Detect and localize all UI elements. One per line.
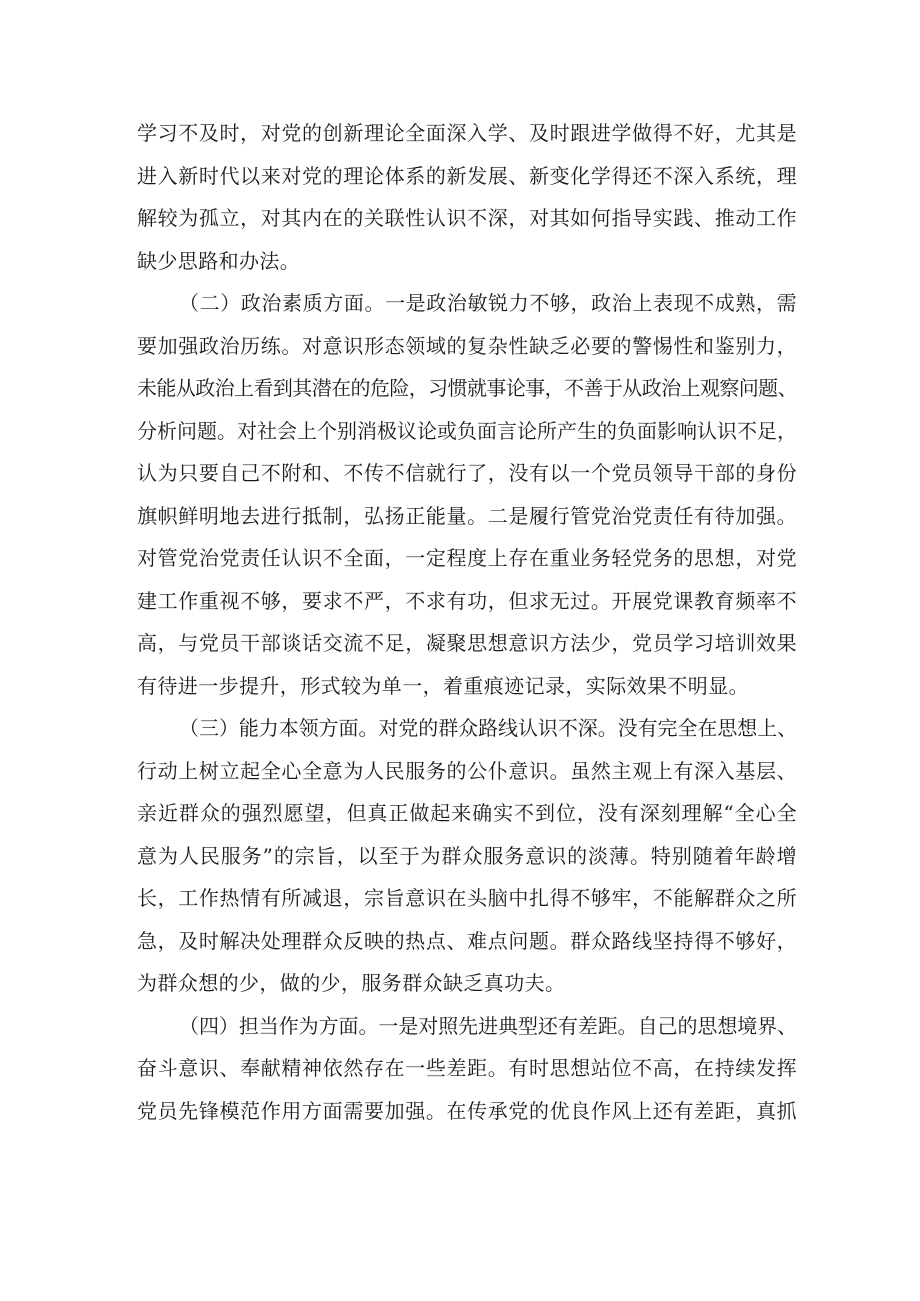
text-line: 亲近群众的强烈愿望，但真正做起来确实不到位，没有深刻理解“全心全 (137, 801, 797, 825)
text-line: 未能从政治上看到其潜在的危险，习惯就事论事，不善于从政治上观察问题、 (137, 376, 797, 400)
text-line: 意为人民服务”的宗旨，以至于为群众服务意识的淡薄。特别随着年龄增 (137, 843, 797, 868)
paragraph-responsibility (137, 1005, 797, 1133)
paragraph-capability (137, 707, 797, 1005)
text-line: 行动上树立起全心全意为人民服务的公仆意识。虽然主观上有深入基层、 (137, 758, 797, 783)
text-line: 长，工作热情有所减退，宗旨意识在头脑中扎得不够牢，不能解群众之所 (137, 886, 797, 910)
text-line: （二）政治素质方面。一是政治敏锐力不够，政治上表现不成熟，需 (179, 291, 797, 315)
text-line: 建工作重视不够，要求不严，不求有功，但求无过。开展党课教育频率不 (137, 588, 797, 613)
text-line: （三）能力本领方面。对党的群众路线认识不深。没有完全在思想上、 (179, 716, 797, 740)
text-line: （四）担当作为方面。一是对照先进典型还有差距。自己的思想境界、 (179, 1013, 797, 1038)
text-line: 解较为孤立，对其内在的关联性认识不深，对其如何指导实践、推动工作 (137, 206, 797, 230)
document-body (137, 112, 797, 1132)
text-line: 认为只要自己不附和、不传不信就行了，没有以一个党员领导干部的身份 (137, 461, 797, 485)
text-line: 学习不及时，对党的创新理论全面深入学、及时跟进学做得不好，尤其是 (137, 121, 797, 145)
paragraph-theory-study (137, 112, 797, 282)
text-line: 有待进一步提升，形式较为单一，着重痕迹记录，实际效果不明显。 (137, 673, 749, 698)
text-line: 旗帜鲜明地去进行抵制，弘扬正能量。二是履行管党治党责任有待加强。 (137, 503, 797, 528)
text-line: 为群众想的少，做的少，服务群众缺乏真功夫。 (137, 971, 566, 995)
text-line: 对管党治党责任认识不全面，一定程度上存在重业务轻党务的思想，对党 (137, 546, 797, 570)
text-line: 进入新时代以来对党的理论体系的新发展、新变化学得还不深入系统，理 (137, 163, 797, 188)
text-line: 要加强政治历练。对意识形态领域的复杂性缺乏必要的警惕性和鉴别力， (137, 333, 797, 358)
text-line: 急，及时解决处理群众反映的热点、难点问题。群众路线坚持得不够好， (137, 928, 797, 953)
text-line: 缺少思路和办法。 (137, 248, 301, 273)
text-line: 党员先锋模范作用方面需要加强。在传承党的优良作风上还有差距，真抓 (137, 1098, 797, 1123)
text-line: 分析问题。对社会上个别消极议论或负面言论所产生的负面影响认识不足， (137, 418, 797, 443)
text-line: 高，与党员干部谈话交流不足，凝聚思想意识方法少，党员学习培训效果 (137, 631, 797, 655)
text-line: 奋斗意识、奉献精神依然存在一些差距。有时思想站位不高，在持续发挥 (137, 1056, 797, 1080)
paragraph-political-quality (137, 282, 797, 707)
